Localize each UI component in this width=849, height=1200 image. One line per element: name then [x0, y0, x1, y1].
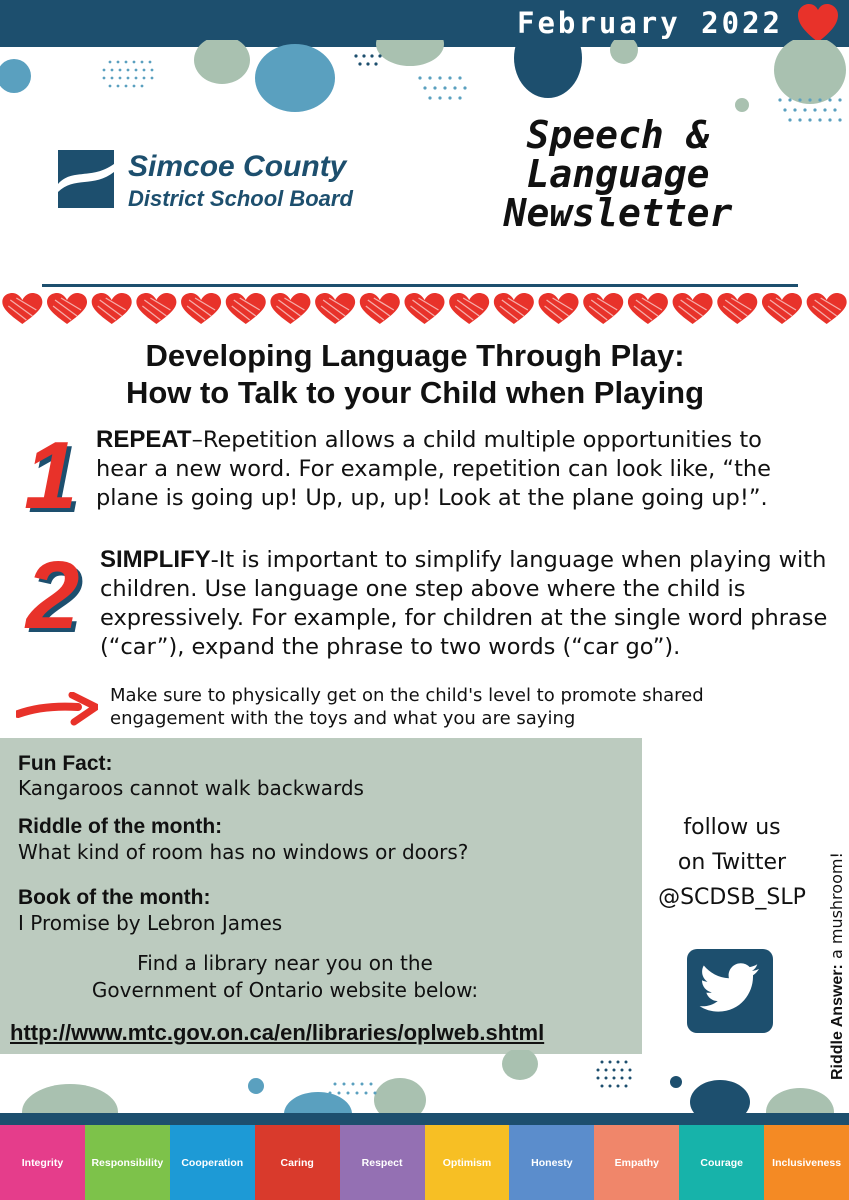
heart-icon: [797, 4, 839, 44]
fun-fact-heading: Fun Fact:: [18, 752, 113, 775]
value-cell: Caring: [255, 1125, 340, 1200]
tip-text: –Repetition allows a child multiple opportunities to hear a new word. For example, repetition can look like, “the plane is going up! Up, up, up! Look at the plane going up!”.: [96, 427, 771, 511]
value-cell: Respect: [340, 1125, 425, 1200]
tip-repeat: [96, 425, 796, 513]
decorative-blobs-bottom: [0, 1050, 849, 1114]
riddle-heading: Riddle of the month:: [18, 815, 223, 838]
main-title: [40, 337, 790, 411]
tip-number-2: 2: [26, 542, 80, 649]
value-cell: Optimism: [425, 1125, 510, 1200]
value-cell: Cooperation: [170, 1125, 255, 1200]
value-cell: Empathy: [594, 1125, 679, 1200]
book-text: I Promise by Lebron James: [18, 911, 283, 935]
follow-us: [644, 810, 820, 915]
logo-mark-icon: [58, 150, 114, 208]
value-cell: Courage: [679, 1125, 764, 1200]
twitter-bird-icon: [699, 962, 761, 1018]
arrow-right-icon: [16, 692, 98, 726]
newsletter-date: February 2022: [517, 6, 783, 40]
tip-keyword: SIMPLIFY: [100, 546, 211, 573]
library-line2: Government of Ontario website below:: [91, 978, 479, 1002]
fun-fact-text: Kangaroos cannot walk backwards: [18, 776, 364, 800]
twitter-handle[interactable]: @SCDSB_SLP: [658, 885, 806, 910]
value-cell: Honesty: [509, 1125, 594, 1200]
riddle-answer-text: a mushroom!: [827, 852, 846, 960]
library-link[interactable]: http://www.mtc.gov.on.ca/en/libraries/oplweb.shtml: [10, 1020, 545, 1045]
value-cell: Responsibility: [85, 1125, 170, 1200]
library-info: [0, 950, 570, 1004]
riddle-answer: [827, 852, 847, 1080]
follow-line2: on Twitter: [677, 850, 787, 875]
bottom-line: [0, 1113, 849, 1125]
tip-simplify: [100, 545, 840, 662]
follow-line1: follow us: [683, 815, 781, 840]
newsletter-title: Speech & Language Newsletter: [503, 113, 733, 235]
twitter-button[interactable]: [687, 949, 773, 1033]
tip-text: -It is important to simplify language when playing with children. Use language one step above where the child is expressively. For example, for children at the single word phrase (“car”), expand the phrase to two words (“car go”).: [100, 547, 828, 660]
values-bar: [0, 1125, 849, 1200]
book-heading: Book of the month:: [18, 886, 211, 909]
library-line1: Find a library near you on the: [137, 951, 433, 975]
school-board-logo: [58, 150, 378, 214]
logo-text-line1: Simcoe County: [128, 150, 347, 183]
value-cell: Inclusiveness: [764, 1125, 849, 1200]
riddle-answer-label: Riddle Answer:: [829, 964, 846, 1080]
header-divider: [42, 284, 798, 287]
main-title-line2: How to Talk to your Child when Playing: [125, 375, 705, 410]
main-title-line1: Developing Language Through Play:: [145, 338, 685, 373]
logo-text-line2: District School Board: [128, 186, 353, 211]
tip-number-1: 1: [24, 422, 78, 529]
tip-keyword: REPEAT: [96, 426, 192, 453]
value-cell: Integrity: [0, 1125, 85, 1200]
hearts-border: [0, 288, 849, 328]
engagement-note: Make sure to physically get on the child's level to promote shared engagement with the toys and what you are saying: [110, 685, 704, 729]
riddle-text: What kind of room has no windows or doors?: [18, 840, 469, 864]
